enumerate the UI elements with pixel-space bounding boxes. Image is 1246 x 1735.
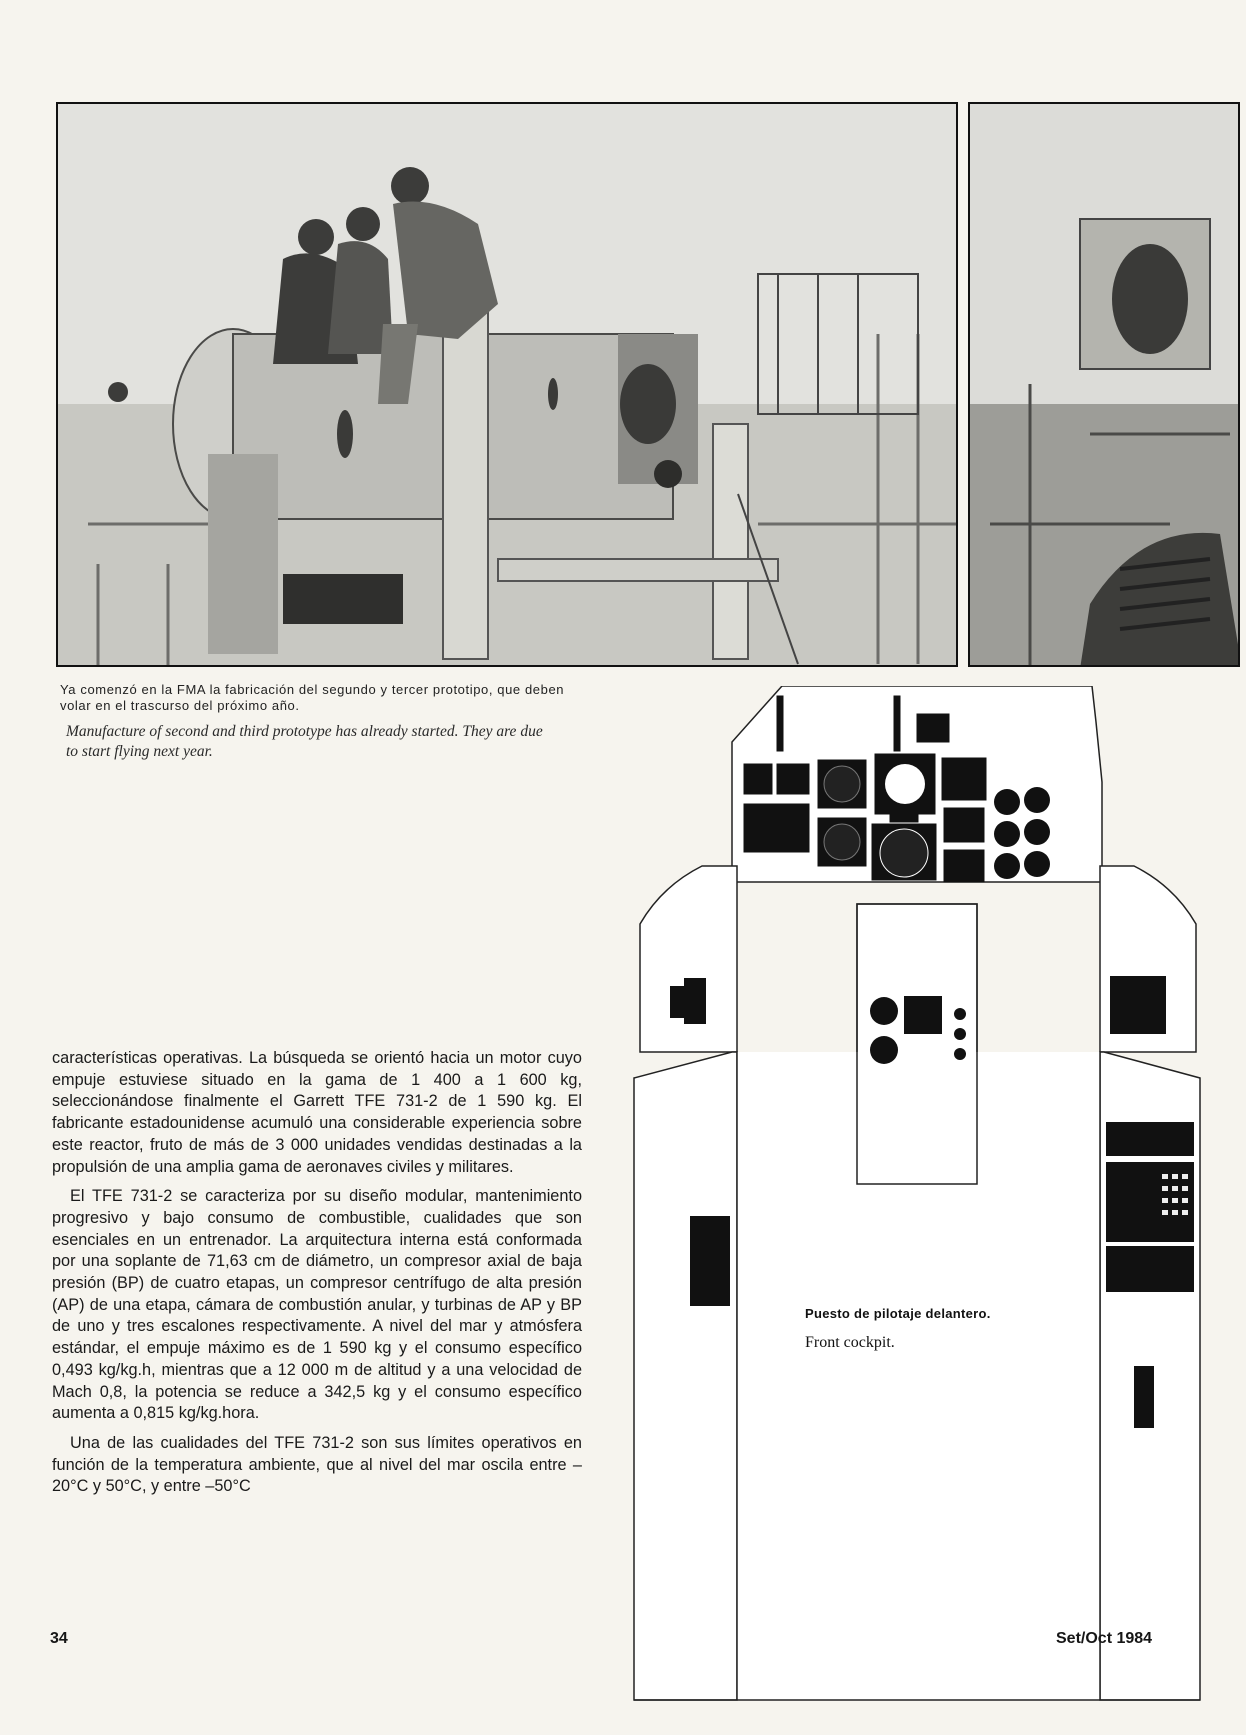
front-cockpit-diagram [622, 686, 1216, 1702]
issue-date: Set/Oct 1984 [1056, 1630, 1153, 1647]
article-paragraph: características operativas. La búsqueda se orientó hacia un motor cuyo empuje estuviese situado en la gama de 1 400 a 1 600 kg, seleccionándose finalmente el Garrett TFE 731-2 de 1 590 kg. El fabricante estadounidense acumuló una considerable experiencia sobre este reactor, fruto de más de 3 000 unidades vendidas destinadas a la propulsión de una amplia gama de aeronaves civiles y militares. [52, 1049, 582, 1176]
page-number: 34 [50, 1630, 68, 1647]
photo-caption-spanish: Ya comenzó en la FMA la fabricación del segundo y tercer prototipo, que deben volar en el trascurso del próximo año. [60, 682, 565, 713]
article-paragraph: Una de las cualidades del TFE 731-2 son sus límites operativos en función de la temperatura ambiente, que al nivel del mar oscila entre –20°C y 50°C, y entre –50°C [52, 1433, 582, 1496]
cockpit-caption-spanish: Puesto de pilotaje delantero. [805, 1306, 991, 1321]
photo-caption-english: Manufacture of second and third prototype has already started. They are due to start flying next year. [66, 723, 543, 760]
article-body [52, 1048, 582, 1506]
photo-workshop-side [968, 102, 1240, 667]
cockpit-caption-english: Front cockpit. [805, 1334, 895, 1351]
article-paragraph: El TFE 731-2 se caracteriza por su diseño modular, mantenimiento progresivo y bajo consumo de combustible, cualidades que son esenciales en un entrenador. La arquitectura interna está conformada por una soplante de 71,63 cm de diámetro, un compresor axial de baja presión (BP) de cuatro etapas, un compresor centrífugo de alta presión (AP) de una etapa, cámara de combustión anular, y turbinas de AP y BP de uno y tres escalones respectivamente. A nivel del mar y atmósfera estándar, el empuje máximo es de 1 590 kg y el consumo específico 0,493 kg/kg.h, mientras que a 12 000 m de altitud y a una velocidad de Mach 0,8, la potencia se reduce a 342,5 kg y el consumo específico aumenta a 0,815 kg/kg.hora. [52, 1187, 582, 1423]
photo-fuselage-manufacture [56, 102, 958, 667]
